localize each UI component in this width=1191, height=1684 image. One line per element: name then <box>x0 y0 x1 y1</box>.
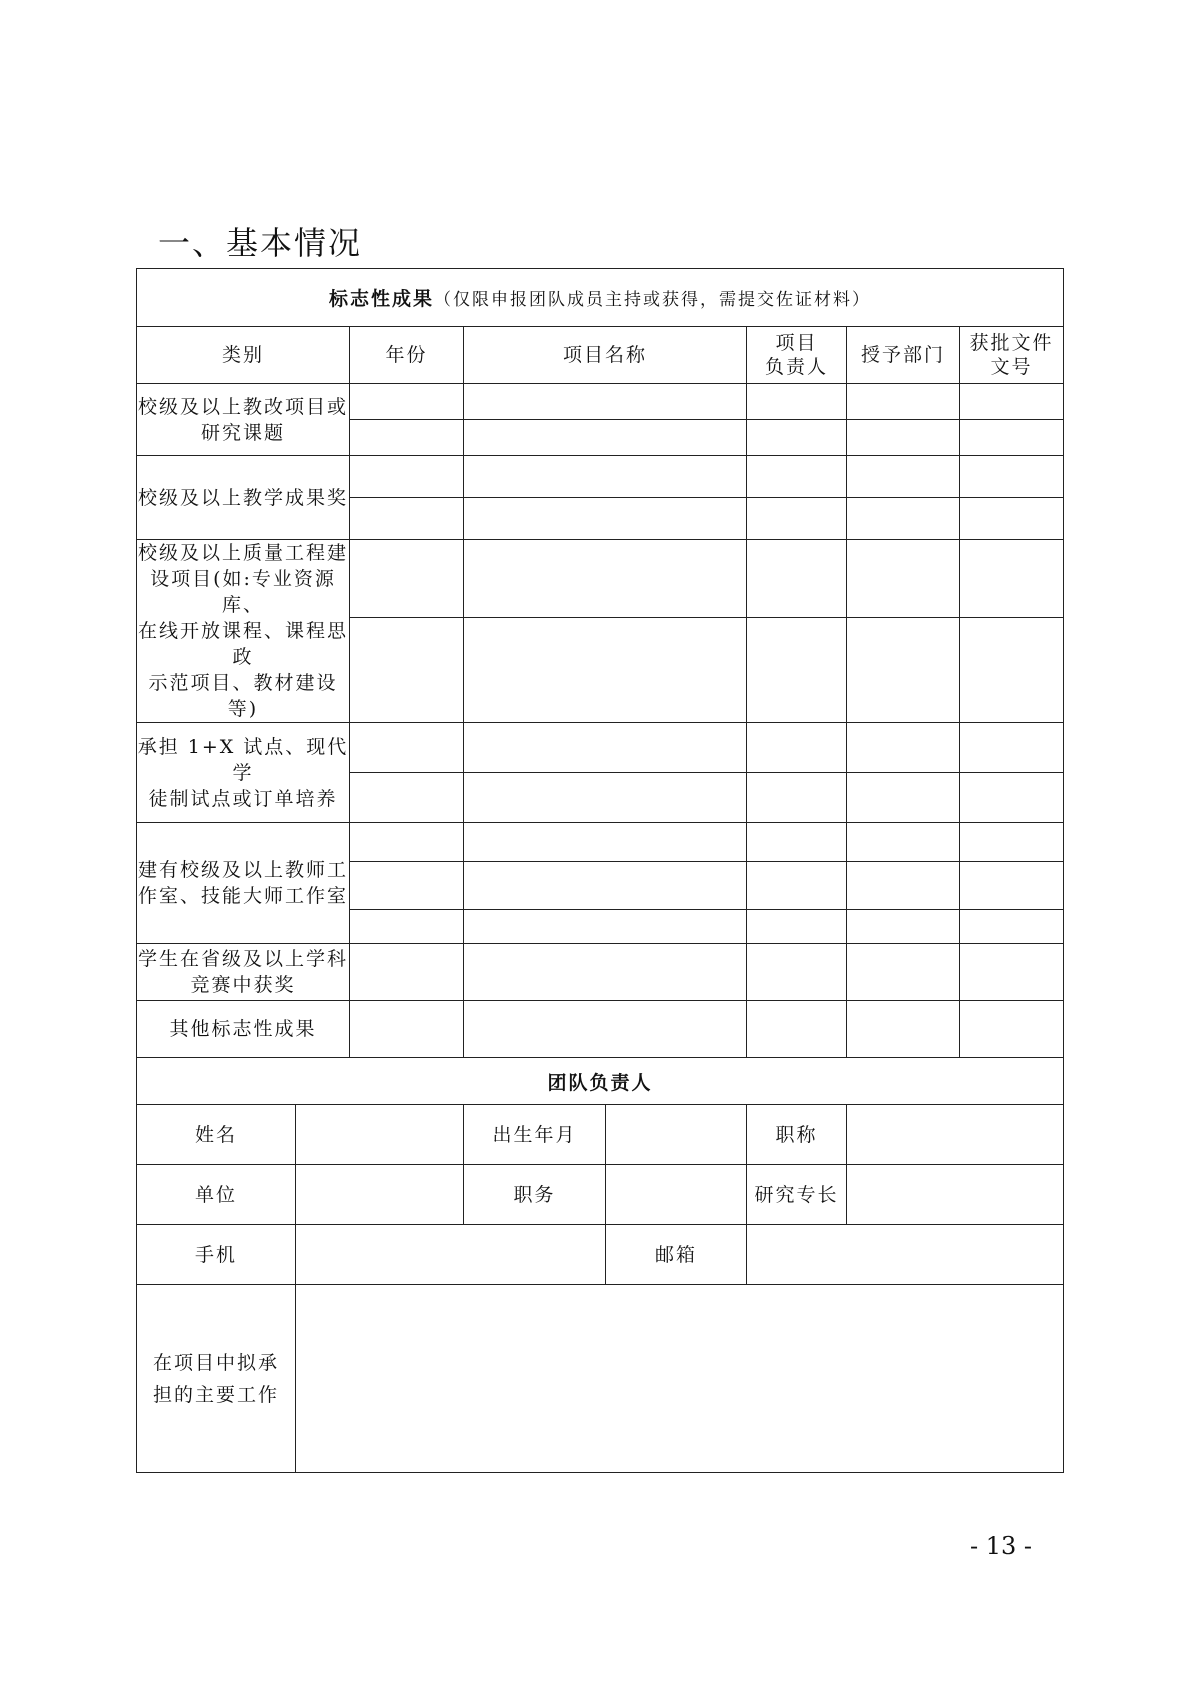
category-reform-projects <box>137 384 350 456</box>
project-name-input[interactable] <box>464 618 747 723</box>
doc-number-input[interactable] <box>960 944 1064 1001</box>
achievements-title: 标志性成果 <box>329 288 435 310</box>
category-reform-projects-line2: 研究课题 <box>200 421 285 444</box>
category-teacher-studio-line1: 建有校级及以上教师工 <box>137 859 348 881</box>
project-leader-input[interactable] <box>747 944 847 1001</box>
position-input[interactable] <box>606 1165 747 1225</box>
year-input[interactable] <box>350 420 464 456</box>
doc-number-input[interactable] <box>960 862 1064 910</box>
col-grant-dept: 授予部门 <box>847 327 960 384</box>
category-student-competitions <box>137 944 350 1001</box>
research-input[interactable] <box>847 1165 1064 1225</box>
doc-number-input[interactable] <box>960 723 1064 773</box>
grant-dept-input[interactable] <box>847 773 960 823</box>
year-input[interactable] <box>350 498 464 540</box>
category-1x-pilot-line1: 承担 1+X 试点、现代学 <box>137 735 349 784</box>
birth-input[interactable] <box>606 1105 747 1165</box>
leader-title: 团队负责人 <box>547 1071 653 1094</box>
project-leader-input[interactable] <box>747 723 847 773</box>
year-input[interactable] <box>350 540 464 618</box>
project-leader-input[interactable] <box>747 1001 847 1058</box>
title-input[interactable] <box>847 1105 1064 1165</box>
doc-number-input[interactable] <box>960 498 1064 540</box>
project-name-input[interactable] <box>464 420 747 456</box>
project-leader-input[interactable] <box>747 823 847 862</box>
category-teacher-studio <box>137 823 350 944</box>
category-other: 其他标志性成果 <box>137 1001 350 1058</box>
year-input[interactable] <box>350 944 464 1001</box>
grant-dept-input[interactable] <box>847 910 960 944</box>
achievements-section-title <box>137 269 1064 327</box>
project-name-input[interactable] <box>464 944 747 1001</box>
category-quality-projects-line4: 示范项目、教材建设等) <box>148 672 338 720</box>
grant-dept-input[interactable] <box>847 723 960 773</box>
doc-number-input[interactable] <box>960 540 1064 618</box>
project-leader-input[interactable] <box>747 773 847 823</box>
col-project-leader-line1: 项目 <box>775 332 818 354</box>
project-leader-input[interactable] <box>747 862 847 910</box>
name-input[interactable] <box>296 1105 464 1165</box>
project-name-input[interactable] <box>464 723 747 773</box>
grant-dept-input[interactable] <box>847 823 960 862</box>
category-quality-projects-line3: 在线开放课程、课程思政 <box>137 620 348 668</box>
project-leader-input[interactable] <box>747 618 847 723</box>
project-leader-input[interactable] <box>747 456 847 498</box>
project-name-input[interactable] <box>464 498 747 540</box>
leader-section-title <box>137 1058 1064 1105</box>
doc-number-input[interactable] <box>960 773 1064 823</box>
col-doc-number <box>960 327 1064 384</box>
doc-number-input[interactable] <box>960 823 1064 862</box>
category-reform-projects-line1: 校级及以上教改项目或 <box>137 395 348 418</box>
category-1x-pilot <box>137 723 350 823</box>
title-label: 职称 <box>747 1105 847 1165</box>
birth-label: 出生年月 <box>464 1105 606 1165</box>
unit-input[interactable] <box>296 1165 464 1225</box>
grant-dept-input[interactable] <box>847 618 960 723</box>
year-input[interactable] <box>350 723 464 773</box>
grant-dept-input[interactable] <box>847 498 960 540</box>
year-input[interactable] <box>350 456 464 498</box>
main-work-label-line2: 担的主要工作 <box>152 1383 279 1406</box>
col-doc-number-line1: 获批文件 <box>969 332 1054 354</box>
year-input[interactable] <box>350 862 464 910</box>
position-label: 职务 <box>464 1165 606 1225</box>
project-name-input[interactable] <box>464 773 747 823</box>
year-input[interactable] <box>350 1001 464 1058</box>
year-input[interactable] <box>350 910 464 944</box>
project-name-input[interactable] <box>464 1001 747 1058</box>
project-name-input[interactable] <box>464 910 747 944</box>
category-quality-projects <box>137 540 350 723</box>
col-project-leader-line2: 负责人 <box>764 356 828 378</box>
project-leader-input[interactable] <box>747 498 847 540</box>
project-name-input[interactable] <box>464 540 747 618</box>
col-category: 类别 <box>137 327 350 384</box>
name-label: 姓名 <box>137 1105 296 1165</box>
project-name-input[interactable] <box>464 823 747 862</box>
col-project-name: 项目名称 <box>464 327 747 384</box>
doc-number-input[interactable] <box>960 456 1064 498</box>
basic-info-table <box>136 268 1064 1473</box>
project-name-input[interactable] <box>464 384 747 420</box>
year-input[interactable] <box>350 823 464 862</box>
col-year: 年份 <box>350 327 464 384</box>
project-leader-input[interactable] <box>747 540 847 618</box>
year-input[interactable] <box>350 384 464 420</box>
category-quality-projects-line2: 设项目(如:专业资源库、 <box>150 568 336 616</box>
grant-dept-input[interactable] <box>847 420 960 456</box>
main-work-label <box>137 1285 296 1473</box>
page-number: - 13 - <box>970 1532 1033 1560</box>
section-heading: 一、基本情况 <box>158 224 363 262</box>
main-work-label-line1: 在项目中拟承 <box>152 1351 279 1374</box>
year-input[interactable] <box>350 773 464 823</box>
achievements-note: （仅限申报团队成员主持或获得，需提交佐证材料） <box>434 290 872 310</box>
doc-number-input[interactable] <box>960 384 1064 420</box>
category-student-competitions-line1: 学生在省级及以上学科 <box>137 948 348 970</box>
doc-number-input[interactable] <box>960 1001 1064 1058</box>
category-quality-projects-line1: 校级及以上质量工程建 <box>137 542 348 564</box>
doc-number-input[interactable] <box>960 910 1064 944</box>
col-doc-number-line2: 文号 <box>990 356 1033 378</box>
year-input[interactable] <box>350 618 464 723</box>
grant-dept-input[interactable] <box>847 540 960 618</box>
email-input[interactable] <box>747 1225 1064 1285</box>
doc-number-input[interactable] <box>960 420 1064 456</box>
unit-label: 单位 <box>137 1165 296 1225</box>
main-work-input[interactable] <box>296 1285 1064 1473</box>
project-name-input[interactable] <box>464 456 747 498</box>
project-leader-input[interactable] <box>747 910 847 944</box>
grant-dept-input[interactable] <box>847 1001 960 1058</box>
phone-label: 手机 <box>137 1225 296 1285</box>
grant-dept-input[interactable] <box>847 456 960 498</box>
grant-dept-input[interactable] <box>847 944 960 1001</box>
project-leader-input[interactable] <box>747 384 847 420</box>
category-student-competitions-line2: 竞赛中获奖 <box>190 974 296 996</box>
category-teaching-awards: 校级及以上教学成果奖 <box>137 456 350 540</box>
research-label: 研究专长 <box>747 1165 847 1225</box>
phone-input[interactable] <box>296 1225 606 1285</box>
email-label: 邮箱 <box>606 1225 747 1285</box>
category-1x-pilot-line2: 徒制试点或订单培养 <box>148 787 338 810</box>
project-leader-input[interactable] <box>747 420 847 456</box>
category-teacher-studio-line2: 作室、技能大师工作室 <box>137 885 348 907</box>
doc-number-input[interactable] <box>960 618 1064 723</box>
col-project-leader <box>747 327 847 384</box>
grant-dept-input[interactable] <box>847 384 960 420</box>
project-name-input[interactable] <box>464 862 747 910</box>
grant-dept-input[interactable] <box>847 862 960 910</box>
